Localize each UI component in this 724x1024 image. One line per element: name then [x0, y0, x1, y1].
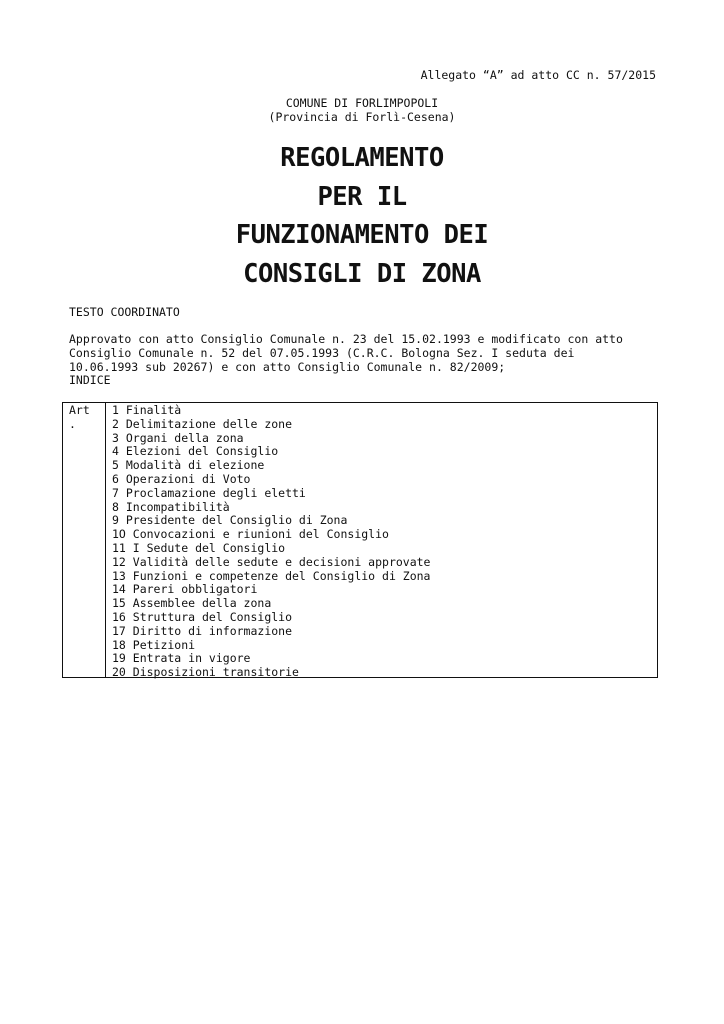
index-item: 9 Presidente del Consiglio di Zona [112, 513, 348, 528]
coordinated-text-label: TESTO COORDINATO [69, 305, 180, 319]
index-item: 2 Delimitazione delle zone [112, 416, 293, 431]
index-item: 7 Proclamazione degli eletti [112, 485, 306, 500]
province-name: (Provincia di Forlì-Cesena) [268, 110, 456, 124]
article-label: Art [69, 403, 90, 417]
index-item: 6 Operazioni di Voto [112, 471, 251, 486]
index-item: 4 Elezioni del Consiglio [112, 444, 279, 459]
index-list [112, 404, 657, 680]
municipality-name: COMUNE DI FORLIMPOPOLI [285, 96, 439, 110]
attachment-reference: Allegato “A” ad atto CC n. 57/2015 [420, 68, 656, 82]
title-line: FUNZIONAMENTO DEI [235, 220, 489, 250]
index-item: 15 Assemblee della zona [112, 596, 272, 611]
index-item: 3 Organi della zona [112, 430, 244, 445]
approval-line: Consiglio Comunale n. 52 del 07.05.1993 (C.R.C. Bologna Sez. I seduta dei [69, 345, 575, 360]
title-line: CONSIGLI DI ZONA [243, 258, 481, 289]
article-label-dot: . [69, 416, 76, 431]
index-item: 11 I Sedute del Consiglio [112, 540, 286, 555]
article-label-cell [63, 403, 106, 677]
approval-paragraph [69, 333, 623, 388]
index-item: 20 Disposizioni transitorie [112, 665, 299, 680]
index-item: 19 Entrata in vigore [112, 651, 251, 666]
index-item: 12 Validità delle sedute e decisioni approvate [112, 554, 431, 569]
index-item: 17 Diritto di informazione [112, 623, 293, 638]
title-line: REGOLAMENTO [280, 143, 444, 173]
index-item: 8 Incompatibilità [112, 499, 230, 514]
approval-line: 10.06.1993 sub 20267) e con atto Consiglio Comunale n. 82/2009; [69, 359, 506, 374]
index-items-cell [106, 403, 657, 680]
index-heading: INDICE [69, 373, 111, 388]
index-item: 1O Convocazioni e riunioni del Consiglio [112, 527, 389, 542]
index-item: 5 Modalità di elezione [112, 458, 265, 473]
index-item: 14 Pareri obbligatori [112, 582, 258, 597]
index-item: 16 Struttura del Consiglio [112, 609, 293, 624]
index-item: 1 Finalità [112, 403, 182, 417]
index-item: 18 Petizioni [112, 637, 196, 652]
index-item: 13 Funzioni e competenze del Consiglio di Zona [112, 568, 431, 583]
document-title [0, 139, 724, 293]
municipality-header [0, 96, 724, 124]
index-table [62, 402, 658, 678]
approval-line: Approvato con atto Consiglio Comunale n. 23 del 15.02.1993 e modificato con atto [69, 332, 623, 346]
title-line: PER IL [317, 181, 407, 212]
